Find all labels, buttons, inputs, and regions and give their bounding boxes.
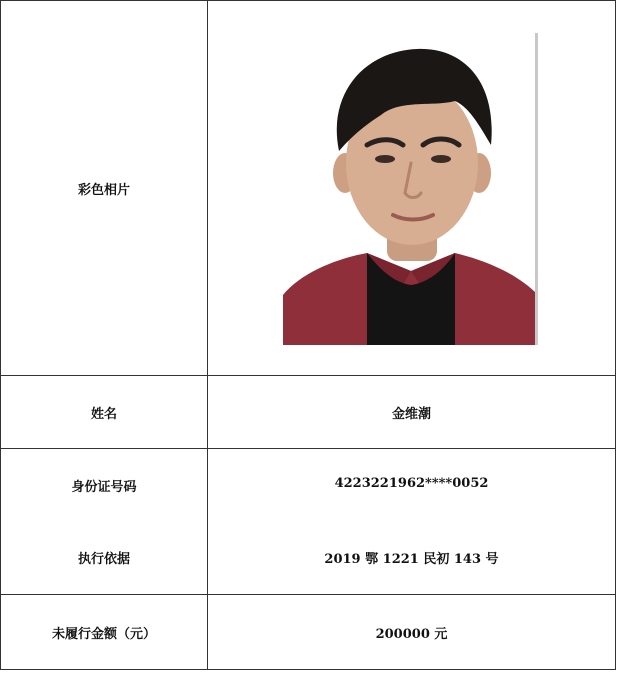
id-and-basis-labels [1,449,207,594]
photo-label: 彩色相片 [1,1,208,376]
basis-label: 执行依据 [77,552,130,567]
id-and-basis-row [1,449,616,595]
id-and-basis-values [208,449,615,594]
id-and-basis-value-cell [208,449,616,595]
amount-row [1,595,616,670]
name-value: 金维潮 [208,376,616,449]
basis-value: 2019 鄂 1221 民初 143 号 [324,552,499,567]
id-and-basis-label-cell [1,449,208,595]
id-number-label: 身份证号码 [71,480,137,495]
left-eye [375,155,395,163]
right-eye [431,155,451,163]
amount-label: 未履行金额（元） [1,595,208,670]
portrait-illustration [283,33,538,345]
amount-value: 200000 元 [208,595,616,670]
name-row [1,376,616,449]
id-number-value: 4223221962****0052 [334,476,489,491]
portrait-photo [283,33,538,345]
name-label: 姓名 [1,376,208,449]
photo-edge [535,33,538,345]
